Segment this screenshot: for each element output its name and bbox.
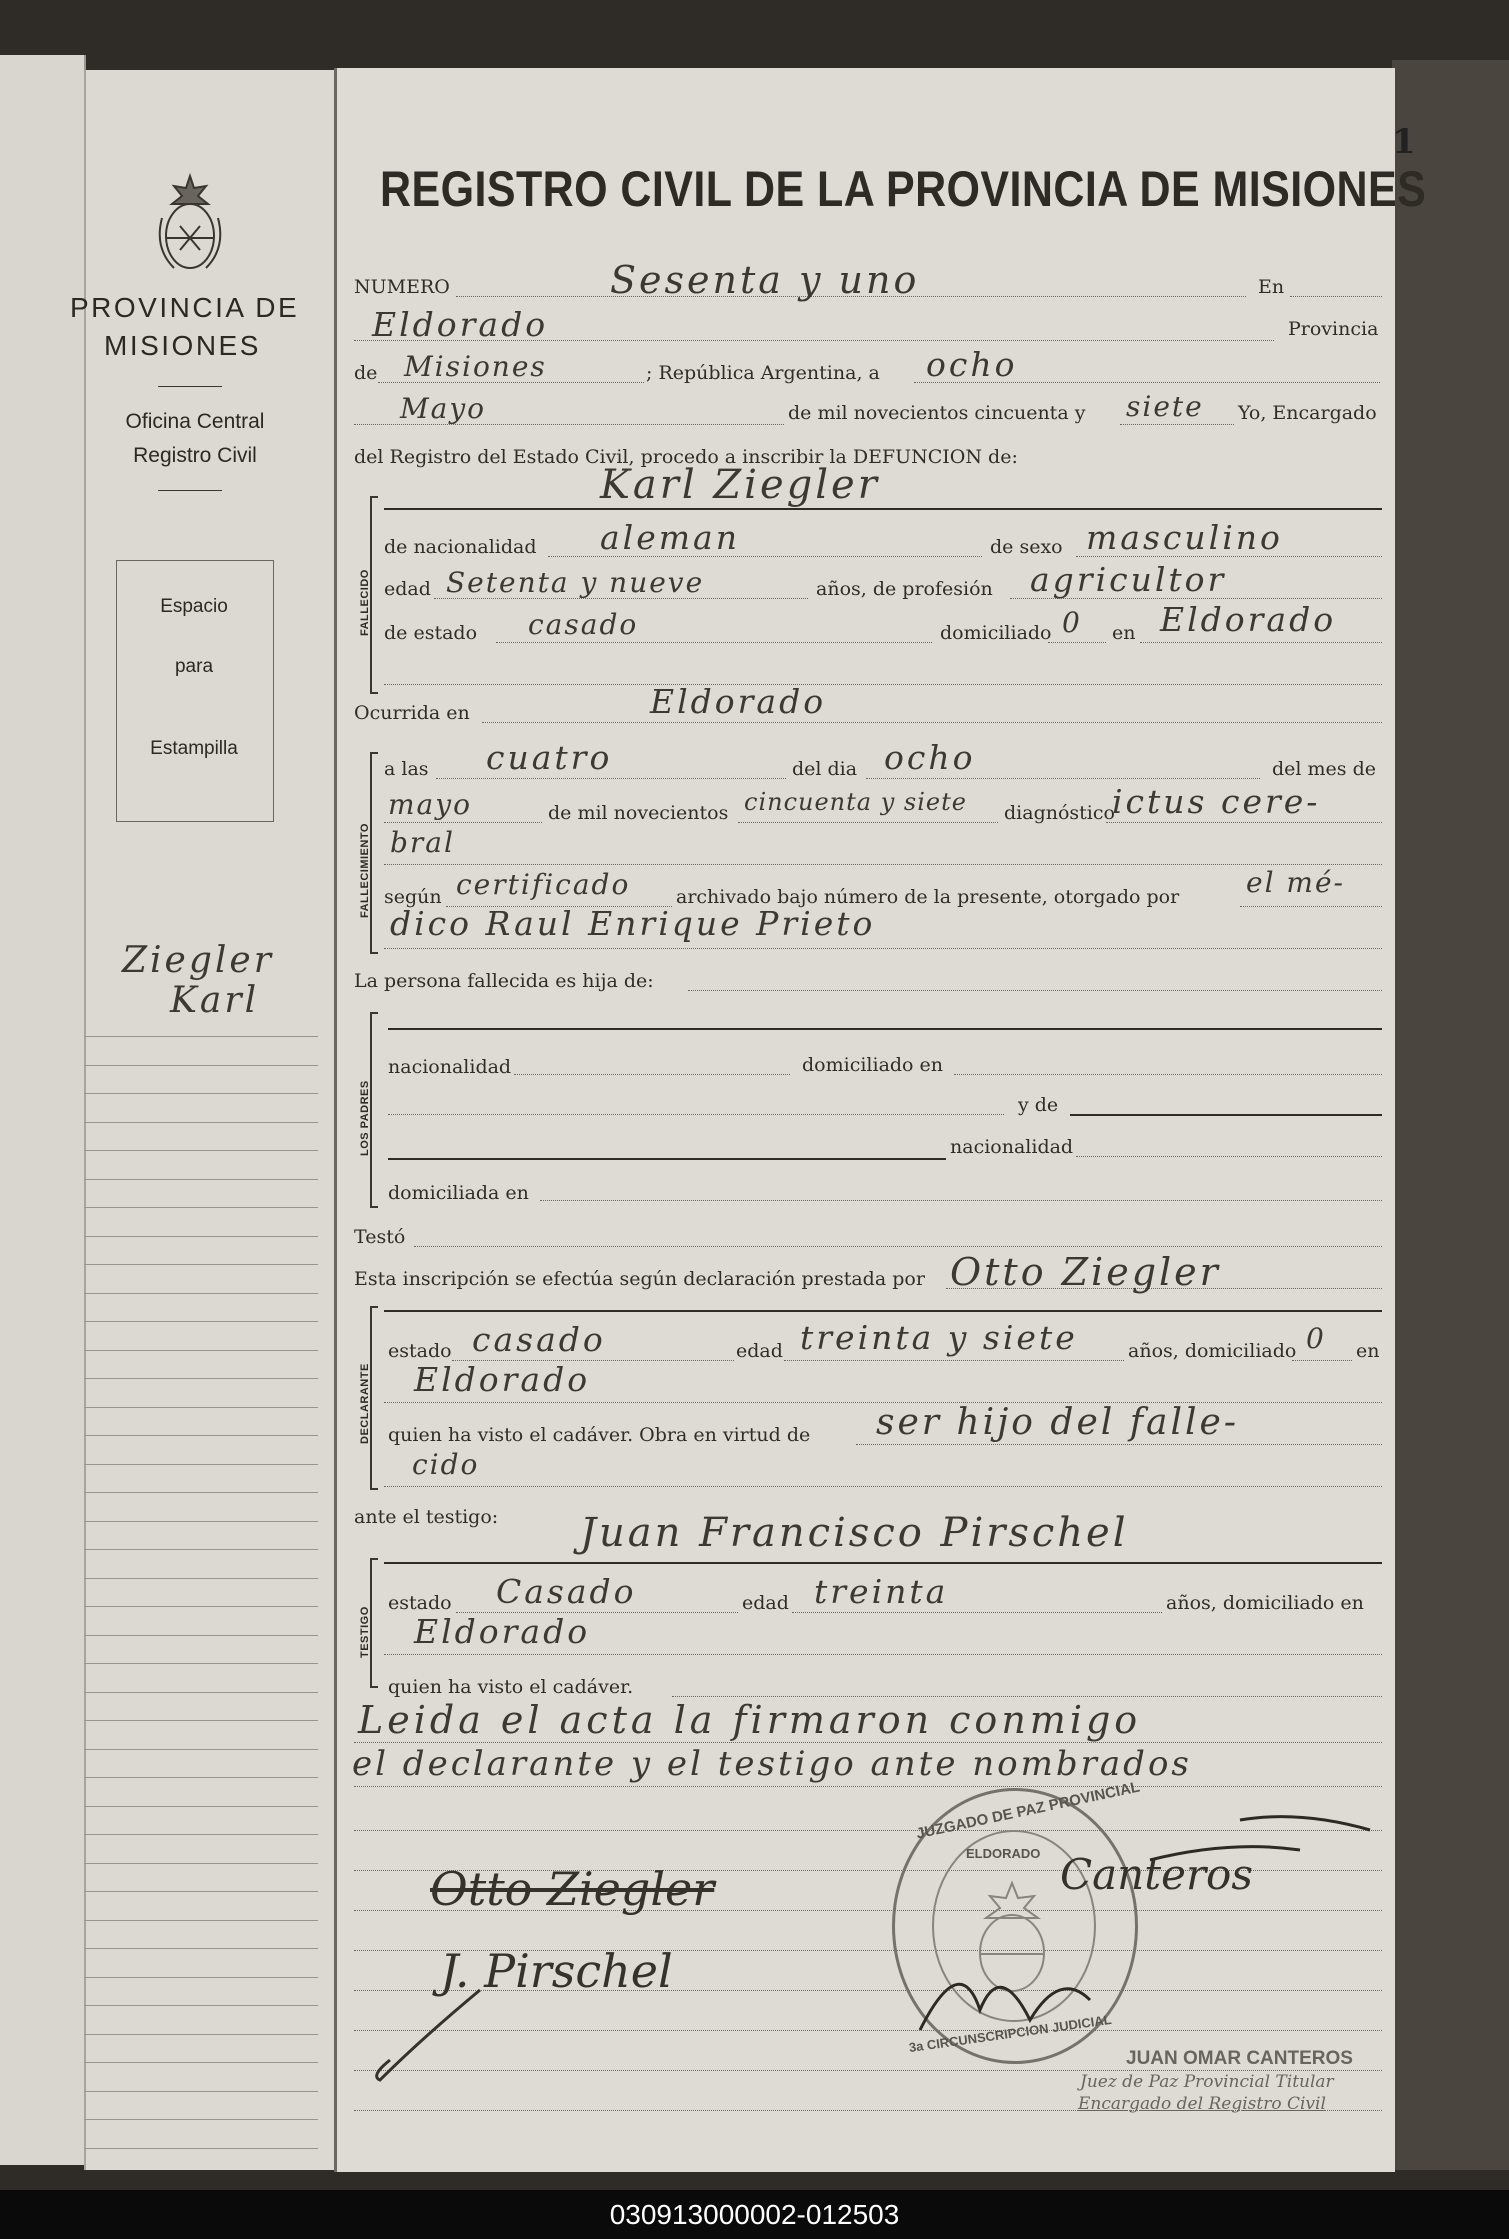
sidebar-testigo: TESTIGO: [359, 1606, 371, 1658]
stub-ruled-line: [84, 1150, 318, 1151]
label-edad: edad: [384, 578, 431, 600]
value-domicilio: Eldorado: [1160, 600, 1337, 639]
value-declarante-virtud-1: ser hijo del falle-: [876, 1402, 1239, 1443]
stub-ruled-line: [84, 1834, 318, 1835]
stub-ruled-line: [84, 1549, 318, 1550]
testigo-bracket: [370, 1558, 378, 1688]
label-padre-domiciliado: domiciliado en: [802, 1054, 944, 1076]
label-madre-nacionalidad: nacionalidad: [950, 1136, 1074, 1158]
label-testo: Testó: [354, 1226, 406, 1248]
stub-divider: [158, 490, 222, 491]
fallecido-bracket: [370, 496, 378, 694]
value-lugar: Eldorado: [372, 305, 549, 344]
value-medico-2: dico Raul Enrique Prieto: [390, 904, 876, 943]
label-inscripcion: Esta inscripción se efectúa según declaración prestada por: [354, 1268, 925, 1290]
value-nombre: Karl Ziegler: [600, 462, 880, 508]
stub-ruled-line: [84, 1122, 318, 1123]
label-del-mes: del mes de: [1272, 758, 1376, 780]
sidebar-padres: LOS PADRES: [359, 1080, 371, 1156]
value-testigo-edad: treinta: [814, 1572, 949, 1611]
judge-name: JUAN OMAR CANTEROS: [1126, 2048, 1353, 2069]
label-ocurrida: Ocurrida en: [354, 702, 470, 724]
stub-ruled-line: [84, 1777, 318, 1778]
stub-ruled-line: [84, 1492, 318, 1493]
stub-office-line2: Registro Civil: [133, 444, 257, 467]
value-diagnostico-2: bral: [390, 826, 455, 859]
label-en: En: [1258, 276, 1285, 298]
label-profesion: años, de profesión: [816, 578, 993, 600]
label-declarante-visto: quien ha visto el cadáver. Obra en virtud de: [388, 1424, 811, 1446]
label-del-dia: del dia: [792, 758, 858, 780]
label-hija-de: La persona fallecida es hija de:: [354, 970, 654, 992]
book-right-edge: [1392, 60, 1509, 2170]
value-declarante-estado: casado: [472, 1320, 606, 1359]
stub-ruled-line: [84, 2034, 318, 2035]
left-facing-page: [0, 55, 86, 2165]
signature-flourish: [360, 1980, 500, 2090]
stub-ruled-line: [84, 2119, 318, 2120]
value-hora: cuatro: [486, 738, 613, 777]
value-nacionalidad: aleman: [600, 518, 740, 557]
stub-ruled-line: [84, 1435, 318, 1436]
value-testigo-domicilio: Eldorado: [414, 1612, 591, 1651]
value-edad: Setenta y nueve: [446, 566, 705, 599]
signature-judge-strokes: [900, 1800, 1380, 2060]
stub-margin-surname: Ziegler: [122, 940, 274, 981]
stamp-label-3: Estampilla: [150, 738, 238, 759]
value-diagnostico-1: ictus cere-: [1112, 782, 1321, 821]
stub-province-line2: MISIONES: [104, 330, 261, 361]
stub-ruled-line: [84, 1891, 318, 1892]
label-en2: en: [1112, 622, 1136, 644]
label-testigo-estado: estado: [388, 1592, 452, 1614]
label-a-las: a las: [384, 758, 429, 780]
stub-ruled-line: [84, 1692, 318, 1693]
label-nacionalidad: de nacionalidad: [384, 536, 537, 558]
judge-title-2: Encargado del Registro Civil: [1078, 2094, 1326, 2114]
value-declarante-edad: treinta y siete: [800, 1318, 1078, 1357]
value-anio: siete: [1126, 390, 1204, 423]
stub-ruled-line: [84, 1606, 318, 1607]
label-provincia: Provincia: [1288, 318, 1379, 340]
stub-ruled-line: [84, 1264, 318, 1265]
stamp-label-2: para: [174, 656, 214, 677]
value-mes2: mayo: [388, 788, 472, 821]
stub-ruled-line: [84, 1464, 318, 1465]
label-estado: de estado: [384, 622, 478, 644]
label-diagnostico: diagnóstico: [1004, 802, 1115, 824]
stub-ruled-line: [84, 1093, 318, 1094]
stub-ruled-line: [84, 1720, 318, 1721]
value-dia2: ocho: [884, 738, 976, 777]
label-yo-encargado: Yo, Encargado: [1238, 402, 1377, 424]
value-profesion: agricultor: [1030, 560, 1227, 599]
label-sexo: de sexo: [990, 536, 1063, 558]
stub-ruled-line: [84, 1065, 318, 1066]
label-segun: según: [384, 886, 442, 908]
value-declarante: Otto Ziegler: [950, 1250, 1221, 1294]
label-padre-nacionalidad: nacionalidad: [388, 1056, 512, 1078]
stub-divider: [158, 386, 222, 387]
signature-judge: Canteros: [1060, 1850, 1253, 1899]
label-declarante-en: en: [1356, 1340, 1380, 1362]
sidebar-declarante: DECLARANTE: [359, 1363, 371, 1444]
stub-ruled-line: [84, 1863, 318, 1864]
label-madre-domiciliada: domiciliada en: [388, 1182, 529, 1204]
label-testigo-edad: edad: [742, 1592, 789, 1614]
stub-ruled-line: [84, 1350, 318, 1351]
value-mes: Mayo: [400, 392, 487, 425]
value-estado: casado: [528, 608, 639, 641]
stub-ruled-line: [84, 2005, 318, 2006]
value-segun: certificado: [456, 868, 631, 901]
label-declarante-edad: edad: [736, 1340, 783, 1362]
stub-ruled-line: [84, 1977, 318, 1978]
value-sexo: masculino: [1086, 518, 1283, 557]
coat-of-arms-icon: [150, 168, 230, 278]
label-numero: NUMERO: [354, 276, 450, 298]
sidebar-fallecido: FALLECIDO: [359, 569, 371, 636]
form-ruled-line: [354, 2070, 1382, 2071]
label-declarante-anos: años, domiciliado: [1128, 1340, 1297, 1362]
page-title: REGISTRO CIVIL DE LA PROVINCIA DE MISIONES: [380, 161, 1427, 217]
stamp-label-1: Espacio: [160, 596, 228, 617]
padres-bracket: [370, 1012, 378, 1208]
stub-ruled-line: [84, 1321, 318, 1322]
label-republica: ; República Argentina, a: [646, 362, 880, 384]
closing-note-2: el declarante y el testigo ante nombrados: [352, 1744, 1192, 1784]
stub-ruled-line: [84, 1521, 318, 1522]
stub-ruled-line: [84, 1236, 318, 1237]
value-medico-1: el mé-: [1246, 866, 1346, 899]
value-testigo-estado: Casado: [496, 1572, 637, 1611]
stub-ruled-line: [84, 1635, 318, 1636]
label-de: de: [354, 362, 378, 384]
closing-note-1: Leida el acta la firmaron conmigo: [358, 1698, 1142, 1742]
label-domiciliado: domiciliado: [940, 622, 1052, 644]
stub-ruled-line: [84, 1293, 318, 1294]
value-dia: ocho: [926, 345, 1018, 384]
label-del-registro: del Registro del Estado Civil, procedo a inscribir la DEFUNCION de:: [354, 446, 1018, 468]
value-declarante-domicilio: Eldorado: [414, 1360, 591, 1399]
sidebar-fallecimiento: FALLECIMIENTO: [359, 823, 371, 918]
stub-ruled-line: [84, 1806, 318, 1807]
value-domicilio-nro: 0: [1062, 606, 1082, 639]
stub-ruled-line: [84, 1036, 318, 1037]
value-ocurrida: Eldorado: [650, 682, 827, 721]
stub-ruled-line: [84, 1407, 318, 1408]
stub-ruled-line: [84, 1179, 318, 1180]
stub-province-line1: PROVINCIA DE: [70, 292, 300, 323]
seal-text-inner: ELDORADO: [966, 1846, 1041, 1861]
stub-ruled-line: [84, 1749, 318, 1750]
stub-ruled-line: [84, 2091, 318, 2092]
register-stub: [84, 70, 336, 2170]
value-provincia: Misiones: [404, 350, 547, 383]
stub-ruled-line: [84, 2062, 318, 2063]
stub-ruled-line: [84, 1948, 318, 1949]
stub-ruled-line: [84, 1578, 318, 1579]
stub-ruled-line: [84, 2148, 318, 2149]
page-number: 1: [1392, 122, 1416, 162]
signature-testigo: J. Pirschel: [440, 1944, 673, 1998]
stub-ruled-line: [84, 1207, 318, 1208]
value-declarante-nro: 0: [1306, 1322, 1326, 1355]
value-anio2: cincuenta y siete: [744, 788, 967, 816]
judge-title-1: Juez de Paz Provincial Titular: [1080, 2072, 1334, 2092]
label-y-de: y de: [1018, 1094, 1059, 1116]
label-mil-novecientos-2: de mil novecientos: [548, 802, 729, 824]
label-archivado: archivado bajo número de la presente, otorgado por: [676, 886, 1180, 908]
label-declarante-estado: estado: [388, 1340, 452, 1362]
label-testigo-visto: quien ha visto el cadáver.: [388, 1676, 634, 1698]
stub-ruled-line: [84, 1920, 318, 1921]
stub-margin-firstname: Karl: [170, 980, 260, 1021]
label-testigo-anos: años, domiciliado en: [1166, 1592, 1364, 1614]
stub-ruled-line: [84, 1663, 318, 1664]
value-numero: Sesenta y uno: [610, 258, 920, 302]
stub-office-line1: Oficina Central: [125, 410, 265, 433]
value-testigo: Juan Francisco Pirschel: [580, 1510, 1129, 1556]
fallecimiento-bracket: [370, 752, 378, 954]
signature-declarante: Otto Ziegler: [430, 1862, 715, 1916]
declarante-bracket: [370, 1306, 378, 1490]
label-mil-novecientos: de mil novecientos cincuenta y: [788, 402, 1086, 424]
scan-identifier: 030913000002-012503: [0, 2190, 1509, 2239]
seal-text-bottom: 3a CIRCUNSCRIPCION JUDICIAL: [907, 2011, 1113, 2056]
value-declarante-virtud-2: cido: [412, 1448, 480, 1481]
stub-ruled-line: [84, 1378, 318, 1379]
seal-text-top: JUZGADO DE PAZ PROVINCIAL: [914, 1778, 1142, 1843]
label-ante-testigo: ante el testigo:: [354, 1506, 499, 1528]
